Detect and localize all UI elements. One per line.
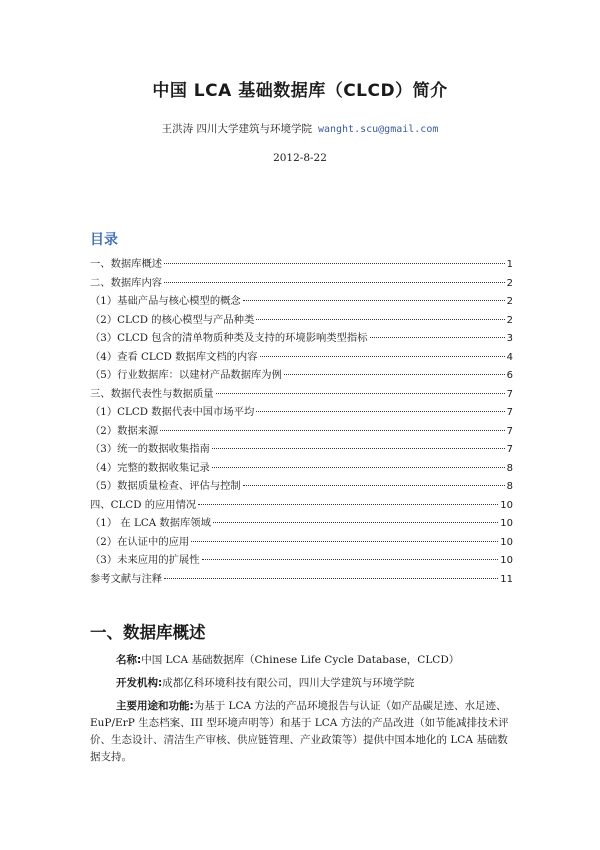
- toc-entry-label: （2）在认证中的应用: [90, 535, 190, 548]
- toc-entry-label: 一、数据库概述: [90, 258, 163, 270]
- toc-entry-label: （3）未来应用的扩展性: [90, 554, 200, 566]
- toc-entry-label: （2）数据来源: [90, 424, 159, 437]
- toc-entry-page: 10: [500, 499, 513, 511]
- toc-entry[interactable]: [90, 496, 513, 515]
- toc-entry-page: 7: [506, 388, 513, 400]
- toc-entry[interactable]: [90, 311, 513, 330]
- purpose-paragraph: [90, 698, 510, 766]
- toc-entry[interactable]: [90, 348, 513, 367]
- toc-entry[interactable]: [90, 366, 513, 385]
- table-of-contents: [90, 255, 513, 588]
- toc-entry[interactable]: [90, 514, 513, 533]
- toc-entry-label: （2）CLCD 的核心模型与产品种类: [90, 313, 255, 326]
- name-paragraph: [90, 652, 510, 669]
- toc-entry[interactable]: [90, 459, 513, 478]
- toc-entry[interactable]: [90, 255, 513, 274]
- toc-leader-dots: [370, 337, 505, 338]
- toc-leader-dots: [256, 411, 504, 412]
- toc-entry-label: （4）查看 CLCD 数据库文档的内容: [90, 350, 258, 363]
- toc-entry[interactable]: [90, 440, 513, 459]
- toc-entry-page: 7: [506, 407, 513, 418]
- toc-entry-label: 二、数据库内容: [90, 276, 163, 289]
- toc-leader-dots: [202, 559, 499, 560]
- toc-entry[interactable]: [90, 385, 513, 404]
- toc-leader-dots: [213, 522, 498, 523]
- toc-entry-page: 7: [506, 425, 513, 437]
- toc-leader-dots: [164, 282, 505, 283]
- toc-entry-page: 2: [506, 296, 513, 307]
- toc-entry-page: 10: [500, 518, 513, 529]
- toc-entry-label: （3）CLCD 包含的清单物质种类及支持的环境影响类型指标: [90, 332, 368, 344]
- toc-entry-page: 11: [500, 573, 513, 585]
- toc-entry-page: 7: [506, 444, 513, 455]
- toc-entry-label: （5）行业数据库：以建材产品数据库为例: [90, 369, 282, 381]
- toc-entry-page: 8: [506, 481, 513, 492]
- document-title: 中国 LCA 基础数据库（CLCD）简介: [152, 81, 448, 101]
- section-heading: 一、数据库概述: [90, 623, 206, 642]
- toc-entry-page: 1: [506, 259, 513, 270]
- toc-entry-page: 10: [500, 536, 513, 548]
- toc-entry-label: （1）CLCD 数据代表中国市场平均: [90, 406, 255, 418]
- toc-entry-label: （4）完整的数据收集记录: [90, 461, 210, 474]
- toc-entry[interactable]: [90, 551, 513, 570]
- toc-entry[interactable]: [90, 477, 513, 496]
- toc-leader-dots: [212, 467, 505, 468]
- toc-entry-page: 4: [506, 351, 513, 363]
- toc-entry[interactable]: [90, 274, 513, 293]
- toc-leader-dots: [243, 300, 505, 301]
- toc-entry[interactable]: [90, 292, 513, 311]
- toc-entry-page: 2: [506, 277, 513, 289]
- toc-entry-page: 3: [506, 333, 513, 344]
- toc-leader-dots: [164, 578, 498, 579]
- toc-leader-dots: [160, 430, 504, 431]
- developer-value: 成都亿科环境科技有限公司，四川大学建筑与环境学院: [162, 677, 415, 689]
- toc-entry[interactable]: [90, 570, 513, 589]
- toc-entry[interactable]: [90, 422, 513, 441]
- toc-leader-dots: [216, 393, 505, 394]
- toc-entry-page: 6: [506, 370, 513, 381]
- toc-entry-label: （5）数据质量检查、评估与控制: [90, 480, 241, 492]
- toc-entry[interactable]: [90, 403, 513, 422]
- toc-entry-label: 三、数据代表性与数据质量: [90, 387, 214, 400]
- developer-paragraph: [90, 675, 510, 692]
- toc-leader-dots: [164, 263, 505, 264]
- author-email-link[interactable]: wanght.scu@gmail.com: [317, 124, 439, 135]
- toc-leader-dots: [198, 504, 498, 505]
- toc-entry-page: 2: [506, 314, 513, 326]
- toc-leader-dots: [284, 374, 505, 375]
- toc-leader-dots: [243, 485, 505, 486]
- toc-entry-label: （1） 在 LCA 数据库领域: [90, 517, 211, 529]
- purpose-value: 为基于 LCA 方法的产品环境报告与认证（如产品碳足迹、水足迹、EuP/ErP 生态档案、III 型环境声明等）和基于 LCA 方法的产品改进（如节能减排技术评价、生态设计、清洁生产审核、供应链管理、产业政策等）提供中国本地化的 LCA 基础数据支持。: [90, 700, 509, 763]
- toc-entry-label: （3）统一的数据收集指南: [90, 443, 210, 455]
- toc-entry[interactable]: [90, 533, 513, 552]
- author-line: [0, 121, 600, 136]
- developer-label: 开发机构:: [116, 677, 163, 689]
- toc-leader-dots: [260, 356, 505, 357]
- author-name: 王洪涛 四川大学建筑与环境学院: [161, 123, 312, 135]
- name-value: 中国 LCA 基础数据库（Chinese Life Cycle Database，CLCD）: [141, 654, 460, 666]
- toc-entry-page: 8: [506, 462, 513, 474]
- toc-entry-label: 四、CLCD 的应用情况: [90, 498, 197, 511]
- toc-heading: 目录: [90, 232, 118, 248]
- purpose-label: 主要用途和功能:: [116, 700, 194, 712]
- toc-entry-label: （1）基础产品与核心模型的概念: [90, 295, 241, 307]
- name-label: 名称:: [116, 654, 142, 666]
- toc-entry[interactable]: [90, 329, 513, 348]
- document-date: 2012-8-22: [273, 152, 327, 164]
- toc-leader-dots: [256, 319, 504, 320]
- toc-leader-dots: [191, 541, 498, 542]
- toc-entry-label: 参考文献与注释: [90, 572, 163, 585]
- toc-entry-page: 10: [500, 555, 513, 566]
- toc-leader-dots: [212, 448, 505, 449]
